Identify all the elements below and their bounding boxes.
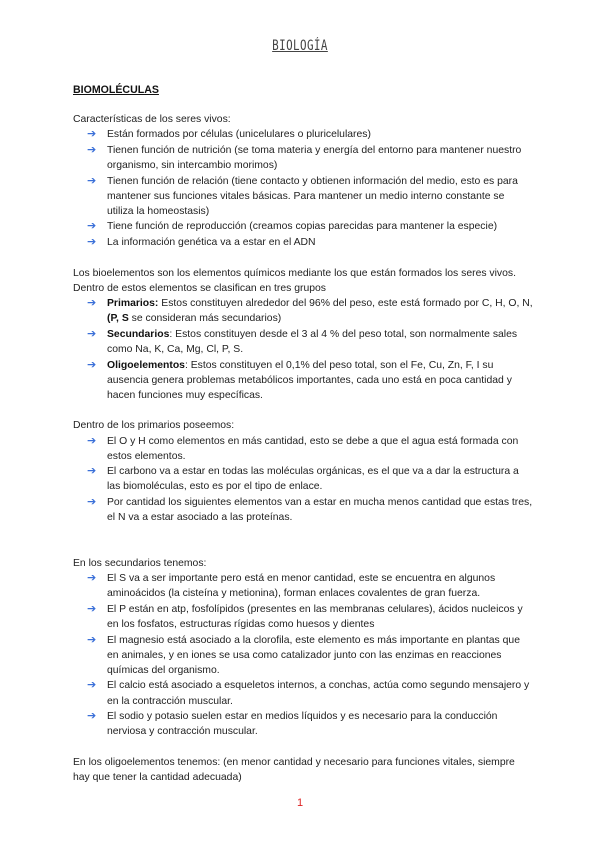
document-body xyxy=(73,112,533,785)
arrow-bullet-icon: ➔ xyxy=(87,679,97,692)
list-item: ➔ Tienen función de nutrición (se toma materia y energía del entorno para mantener nuestro organismo, sin intercambio morimos) xyxy=(87,143,522,171)
list-item: ➔ El magnesio está asociado a la clorofila, este elemento es más importante en plantas que en animales, y en iones se usa como catalizador junto con las enzimas en reacciones químicas del organismo. xyxy=(87,633,520,676)
section4-intro: En los secundarios tenemos: xyxy=(73,557,207,569)
section2-intro: Los bioelementos son los elementos químicos mediante los que están formados los seres vivos. Dentro de estos elementos se clasifican en tres grupos xyxy=(73,267,516,294)
document-title: BIOLOGÍA xyxy=(272,38,328,54)
section2-list xyxy=(73,296,533,403)
list-item: ➔ Tiene función de reproducción (creamos copias parecidas para mantener la especie) xyxy=(107,219,533,234)
list-item: ➔ El S va a ser importante pero está en menor cantidad, este se encuentra en algunos aminoácidos (la cisteína y metionina), forman enlaces covalentes de gran fuerza. xyxy=(87,571,496,600)
arrow-bullet-icon: ➔ xyxy=(87,602,97,615)
arrow-bullet-icon: ➔ xyxy=(87,236,97,249)
arrow-bullet-icon: ➔ xyxy=(87,358,97,371)
arrow-bullet-icon: ➔ xyxy=(87,571,97,584)
arrow-bullet-icon: ➔ xyxy=(87,496,97,509)
arrow-bullet-icon: ➔ xyxy=(87,143,97,156)
list-item: ➔ Oligoelementos: Estos constituyen el 0,1% del peso total, son el Fe, Cu, Zn, F, I su ausencia genera problemas metabólicos importantes, cada uno está en poca cantidad y hacen funciones muy específicas. xyxy=(87,358,512,401)
term-secundarios: Secundarios xyxy=(107,328,170,340)
arrow-bullet-icon: ➔ xyxy=(87,220,97,233)
page-number: 1 xyxy=(296,797,304,809)
list-item: ➔ Secundarios: Estos constituyen desde el 3 al 4 % del peso total, son normalmente sales como Na, K, Ca, Mg, Cl, P, S. xyxy=(87,327,518,355)
section5-intro: En los oligoelementos tenemos: (en menor cantidad y necesario para funciones vitales, siempre hay que tener la cantidad adecuada) xyxy=(73,756,515,784)
list-item: ➔ El P están en atp, fosfolípidos (presentes en las membranas celulares), ácidos nucleicos y en los fosfatos, estructuras rígidas como huesos y dientes xyxy=(87,602,523,630)
list-item: ➔ El carbono va a estar en todas las moléculas orgánicas, es el que va a dar la estructura a las biomoléculas, esto es por el tipo de enlace. xyxy=(87,465,519,493)
arrow-bullet-icon: ➔ xyxy=(87,465,97,478)
term-oligoelementos: Oligoelementos xyxy=(107,359,185,371)
arrow-bullet-icon: ➔ xyxy=(87,434,97,447)
list-item: ➔ El sodio y potasio suelen estar en medios líquidos y es necesario para la conducción nerviosa y contracción muscular. xyxy=(87,710,498,738)
list-item: ➔ El calcio está asociado a esqueletos internos, a conchas, actúa como segundo mensajero y en la contracción muscular. xyxy=(87,679,530,707)
arrow-bullet-icon: ➔ xyxy=(87,297,97,309)
list-item: ➔ Por cantidad los siguientes elementos van a estar en mucha menos cantidad que estas tres, el N va a estar asociado a las proteínas. xyxy=(87,496,533,524)
section4-list xyxy=(73,571,533,739)
section1-intro: Características de los seres vivos: xyxy=(73,114,231,125)
section3-list xyxy=(73,434,533,526)
arrow-bullet-icon: ➔ xyxy=(87,710,97,723)
section1-list xyxy=(73,127,533,250)
arrow-bullet-icon: ➔ xyxy=(87,128,97,141)
list-item: ➔ Tienen función de relación (tiene contacto y obtienen información del medio, esto es para mantener sus funciones vitales básicas. Para mantener un medio interno constante se utiliza la homeostasis) xyxy=(87,174,518,217)
term-primarios: Primarios: xyxy=(107,298,159,309)
section-heading: BIOMOLÉCULAS xyxy=(73,84,159,96)
arrow-bullet-icon: ➔ xyxy=(87,327,97,340)
arrow-bullet-icon: ➔ xyxy=(87,174,97,187)
section3-intro: Dentro de los primarios poseemos: xyxy=(73,420,235,432)
list-item: ➔ Primarios: Estos constituyen alrededor del 96% del peso, este está formado por C, H, O, N, (P, S se consideran más secundarios) xyxy=(87,297,533,325)
list-item: ➔ El O y H como elementos en más cantidad, esto se debe a que el agua está formada con estos elementos. xyxy=(87,434,519,462)
list-item: ➔ Están formados por células (unicelulares o pluricelulares) xyxy=(107,127,533,142)
list-item: ➔ La información genética va a estar en el ADN xyxy=(107,235,533,250)
arrow-bullet-icon: ➔ xyxy=(87,633,97,646)
